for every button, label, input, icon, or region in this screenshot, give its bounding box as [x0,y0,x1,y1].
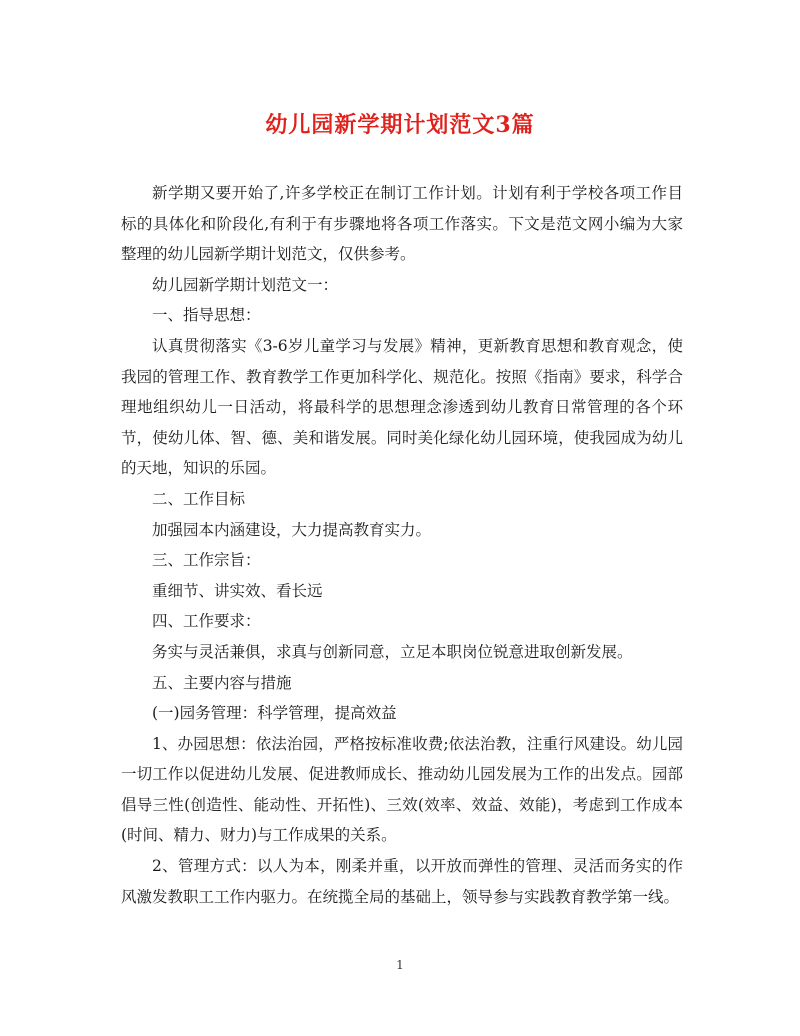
paragraph-work-goal: 加强园本内涵建设，大力提高教育实力。 [152,520,432,539]
paragraph-guiding-thought: 认真贯彻落实《3-6岁儿童学习与发展》精神，更新教育思想和教育观念，使我园的管理工作、教育教学工作更加科学化、规范化。按照《指南》要求，科学合理地组织幼儿一日活动，将最科学的思想理念渗透到幼儿教育日常管理的各个环节，使幼儿体、智、德、美和谐发展。同时美化绿化幼儿园环境，使我园成为幼儿的天地，知识的乐园。 [121,336,683,478]
paragraph-intro: 新学期又要开始了,许多学校正在制订工作计划。计划有利于学校各项工作目标的具体化和阶段化,有利于有步骤地将各项工作落实。下文是范文网小编为大家整理的幼儿园新学期计划范文，仅供参考。 [121,184,683,264]
paragraph-heading-3: 三、工作宗旨： [152,551,261,570]
page-number: 1 [396,958,404,972]
paragraph-management-thought: 1、办园思想：依法治园，严格按标准收费;依法治教，注重行风建设。幼儿园一切工作以促进幼儿发展、促进教师成长、推动幼儿园发展为工作的出发点。园部倡导三性(创造性、能动性、开拓性)、三效(效率、效益、效能)，考虑到工作成本(时间、精力、财力)与工作成果的关系。 [121,734,683,845]
paragraph-heading-5: 五、主要内容与措施 [152,673,292,692]
paragraph-heading-4: 四、工作要求： [152,612,261,631]
paragraph-work-purpose: 重细节、讲实效、看长远 [152,581,323,600]
paragraph-heading-2: 二、工作目标 [152,489,246,508]
paragraph-heading-1: 一、指导思想： [152,306,261,325]
paragraph-management-method: 2、管理方式：以人为本，刚柔并重，以开放而弹性的管理、灵活而务实的作风激发教职工工作内驱力。在统揽全局的基础上，领导参与实践教育教学第一线。 [121,857,683,906]
paragraph-subheading-1: (一)园务管理：科学管理，提高效益 [152,704,397,723]
document-body [121,178,683,912]
paragraph-work-requirement: 务实与灵活兼俱，求真与创新同意，立足本职岗位锐意进取创新发展。 [152,642,633,661]
document-title: 幼儿园新学期计划范文3篇 [265,112,535,138]
paragraph-section-heading: 幼儿园新学期计划范文一： [152,275,339,294]
